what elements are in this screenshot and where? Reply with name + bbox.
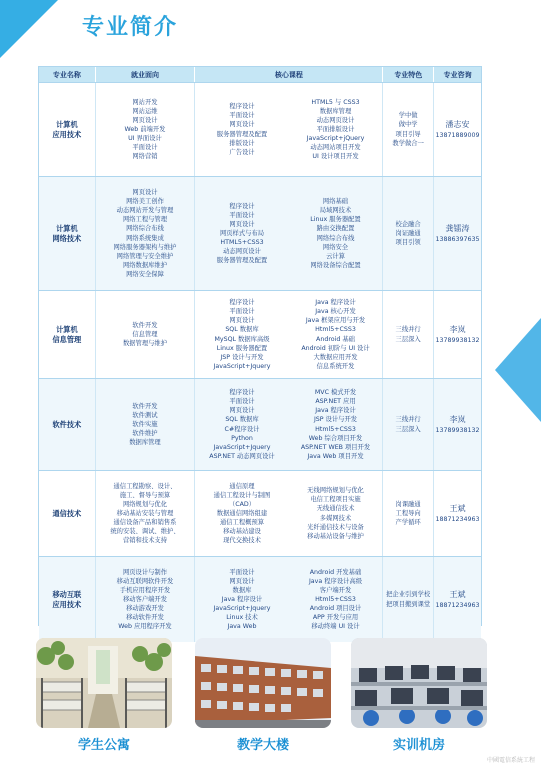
course-item: 网络综合布线 xyxy=(316,234,355,242)
table-row xyxy=(39,176,481,290)
employment-item: 手机应用程序开发 xyxy=(119,586,171,594)
major-name xyxy=(52,509,81,519)
major-name-cell xyxy=(39,291,96,378)
course-item: 程序设计 xyxy=(229,389,255,396)
core-courses-right xyxy=(289,388,383,461)
course-item: ASP.NET 动态网页设计 xyxy=(209,452,275,460)
table-row xyxy=(39,82,481,176)
course-item: SQL 数据库 xyxy=(225,326,259,334)
teaching-building-photo xyxy=(195,638,331,728)
contact-cell xyxy=(434,557,481,642)
course-item: Java 程序设计高级 xyxy=(308,577,363,585)
course-item: 路由交换配置 xyxy=(316,225,355,233)
header-contact: 专业咨询 xyxy=(443,70,472,79)
core-courses-right xyxy=(289,568,383,632)
course-item: 服务器管理及配置 xyxy=(216,257,268,265)
course-item: MVC 模式开发 xyxy=(314,389,357,396)
course-item: ASP.NET WEB 项目开发 xyxy=(300,443,371,451)
core-courses-cell xyxy=(195,83,383,176)
employment-item: 移动游戏开发 xyxy=(126,605,164,613)
employment-item: 移动软件开发 xyxy=(126,614,164,622)
employment-item: 软件开发 xyxy=(132,402,158,410)
feature-list xyxy=(392,111,423,148)
contact-name: 李岚 xyxy=(449,415,466,425)
major-name-cell xyxy=(39,177,96,290)
employment-item: 营销和技术支持 xyxy=(122,537,168,545)
course-item: Android 项目设计 xyxy=(309,605,362,613)
course-item: Python xyxy=(231,434,253,442)
employment-item: 网站运维 xyxy=(132,107,158,115)
major-name-line: 信息管理 xyxy=(52,334,82,344)
course-item: 电信工程项目实施 xyxy=(310,496,361,504)
employment-list xyxy=(129,402,160,448)
core-courses-cell xyxy=(195,471,383,556)
feature-list xyxy=(396,500,421,527)
employment-cell xyxy=(96,557,196,642)
feature-item: 三层深入 xyxy=(395,425,421,433)
employment-item: 移动客户端开发 xyxy=(122,595,168,603)
feature-cell xyxy=(383,471,434,556)
course-item: Java 程序设计 xyxy=(315,299,356,306)
course-item: 网络设备综合配置 xyxy=(310,261,361,269)
employment-cell xyxy=(96,291,196,378)
dormitory-photo xyxy=(36,638,172,728)
course-item: Android 初阶与 UI 设计 xyxy=(301,344,370,352)
course-item: 网页样式与布局 xyxy=(219,229,265,237)
major-name-line: 应用技术 xyxy=(52,129,82,139)
contact-cell xyxy=(434,379,481,470)
course-item: JSP 设计与开发 xyxy=(220,353,264,361)
feature-item: 项目引领 xyxy=(395,239,421,247)
contact-phone: 13789938132 xyxy=(435,426,480,434)
course-item: C#程序设计 xyxy=(224,425,260,433)
major-name xyxy=(52,420,81,430)
course-item: 网页设计 xyxy=(229,220,255,228)
major-name-line: 网络技术 xyxy=(52,233,82,243)
feature-list xyxy=(396,325,421,343)
core-courses-left xyxy=(195,298,289,371)
course-item: 排版设计 xyxy=(229,139,255,147)
employment-cell xyxy=(96,379,196,470)
feature-cell xyxy=(383,177,434,290)
course-item: 通信工程概预算 xyxy=(219,519,265,527)
course-item: 平面设计 xyxy=(229,211,255,219)
course-item: 数据库 xyxy=(232,586,252,594)
contact-phone: 13789938132 xyxy=(435,336,480,344)
core-courses-cell xyxy=(195,177,383,290)
course-item: 广告设计 xyxy=(229,148,255,156)
contact-phone: 18871234963 xyxy=(435,601,480,609)
course-item: Html5+CSS3 xyxy=(315,595,356,603)
core-courses-right xyxy=(289,298,383,371)
core-courses-cell xyxy=(195,291,383,378)
employment-item: 软件开发 xyxy=(132,321,158,329)
employment-item: 通信设备产品和销售系 xyxy=(113,519,177,527)
course-item: 数据通信网络组建 xyxy=(216,509,268,517)
employment-item: 平面设计 xyxy=(132,144,158,152)
header-features: 专业特色 xyxy=(383,67,434,82)
employment-item: 通信工程勘察、设计、 xyxy=(113,482,177,490)
course-item: 网络安全 xyxy=(322,243,349,251)
employment-item: 网络数据库维护 xyxy=(122,261,168,269)
course-item: JavaScript+jQuery xyxy=(306,135,365,143)
course-item: 程序设计 xyxy=(229,202,255,210)
course-item: 移动基站建设 xyxy=(223,528,261,536)
feature-item: 三线并行 xyxy=(395,416,421,424)
major-name xyxy=(52,120,81,139)
feature-cell xyxy=(383,291,434,378)
contact-name: 龚镭涛 xyxy=(445,224,470,234)
course-item: 动态网站项目开发 xyxy=(310,144,361,152)
contact-cell xyxy=(434,471,481,556)
dormitory-caption: 学生公寓 xyxy=(77,738,130,753)
course-item: 大数据应用开发 xyxy=(313,353,358,361)
course-item: HTML5 与 CSS3 xyxy=(311,98,360,106)
contact-name: 王斌 xyxy=(449,590,466,600)
contact-phone: 18871234963 xyxy=(435,515,480,523)
course-item: 通信原理 xyxy=(229,482,255,490)
employment-item: 网站开发 xyxy=(132,98,158,106)
course-item: 信息系统开发 xyxy=(316,362,355,370)
employment-cell xyxy=(96,471,196,556)
employment-cell xyxy=(96,177,196,290)
employment-item: 网络服务器架构与维护 xyxy=(113,243,177,251)
feature-item: 把企业引到学校 xyxy=(386,591,431,599)
employment-item: 信息管理 xyxy=(132,330,158,338)
core-courses-cell xyxy=(195,557,383,642)
employment-item: 数据库管理 xyxy=(129,439,161,447)
course-item: SQL 数据库 xyxy=(225,416,259,424)
major-name xyxy=(52,590,81,609)
employment-list xyxy=(110,482,179,546)
employment-item: 网络安全保障 xyxy=(126,271,164,278)
course-item: 无线通信技术 xyxy=(316,505,355,513)
feature-item: 岗证融通 xyxy=(395,229,421,237)
table-header xyxy=(39,67,481,82)
course-item: 云计算 xyxy=(326,252,345,260)
majors-table xyxy=(38,66,482,631)
course-item: Java Web 项目开发 xyxy=(307,452,364,460)
course-item: 程序设计 xyxy=(229,299,255,306)
major-name-line: 软件技术 xyxy=(52,419,82,429)
feature-cell xyxy=(383,557,434,642)
course-item: Android 开发基础 xyxy=(309,568,362,576)
employment-item: 网页设计与制作 xyxy=(122,568,168,576)
course-item: 光纤通信技术与设备 xyxy=(307,523,364,531)
employment-item: 网络规划与优化 xyxy=(122,500,168,508)
feature-item: 产学循环 xyxy=(395,519,421,527)
table-row xyxy=(39,290,481,378)
course-item: Linux 服务器配置 xyxy=(310,216,361,224)
course-item: 平面设计 xyxy=(229,112,255,120)
employment-item: 网页设计 xyxy=(132,116,158,124)
employment-item: 动态网站开发与管理 xyxy=(116,207,174,215)
employment-item: 网络工程与管理 xyxy=(122,216,168,224)
corner-decoration xyxy=(0,0,58,58)
feature-item: 做中学 xyxy=(398,121,418,129)
feature-item: 教学做合一 xyxy=(392,139,424,147)
employment-item: 数据管理与维护 xyxy=(122,340,168,348)
core-courses-right xyxy=(289,197,383,270)
course-item: 网页设计 xyxy=(229,317,255,325)
employment-item: Web 前端开发 xyxy=(124,125,166,133)
feature-list xyxy=(396,220,421,247)
core-courses-left xyxy=(195,482,289,546)
core-courses-right xyxy=(289,486,383,541)
feature-item: 工程导向 xyxy=(395,509,421,517)
course-item: 移动基站设备与维护 xyxy=(307,532,364,540)
course-item: JavaScript+Jquery xyxy=(213,443,271,451)
major-name-cell xyxy=(39,471,96,556)
course-item: 无线网络规划与优化 xyxy=(307,487,364,495)
course-item: Web 综合项目开发 xyxy=(308,434,363,442)
page-title: 专业简介 xyxy=(82,15,179,40)
contact-cell xyxy=(434,83,481,176)
employment-item: 网络综合布线 xyxy=(126,225,164,233)
feature-item: 学中做 xyxy=(398,112,418,120)
employment-item: 软件维护 xyxy=(132,430,158,438)
feature-list xyxy=(386,590,430,608)
contact-cell xyxy=(434,291,481,378)
course-item: Java 程序设计 xyxy=(221,595,263,603)
course-item: 局域网技术 xyxy=(319,207,352,215)
course-item: JSP 设计与开发 xyxy=(313,416,358,424)
course-item: 平面设计 xyxy=(229,568,255,576)
course-item: 网络基础 xyxy=(322,198,349,205)
major-name-line: 计算机 xyxy=(56,324,78,334)
course-item: Html5+CSS3 xyxy=(315,425,356,433)
employment-item: Web 应用程序开发 xyxy=(118,623,172,631)
employment-item: UI 界面设计 xyxy=(128,135,162,143)
major-name-cell xyxy=(39,379,96,470)
contact-name: 潘志安 xyxy=(445,120,470,130)
major-name xyxy=(52,325,81,344)
course-item: 数据库管理 xyxy=(319,107,352,115)
course-item: Java 框架应用与开发 xyxy=(305,317,366,325)
contact-name: 王斌 xyxy=(449,504,466,514)
major-name-line: 计算机 xyxy=(56,119,78,129)
employment-item: 网页设计 xyxy=(132,188,158,196)
major-name xyxy=(52,224,81,243)
header-employment: 就业面向 xyxy=(96,67,196,82)
major-name-line: 移动互联 xyxy=(52,589,82,599)
teaching-building-caption: 教学大楼 xyxy=(236,738,289,753)
course-item: Java 程序设计 xyxy=(315,407,356,415)
employment-item: 网络美工创作 xyxy=(126,198,164,205)
course-item: 平面排版设计 xyxy=(316,125,355,133)
computer-lab-caption: 实训机房 xyxy=(392,738,445,753)
table-row xyxy=(39,470,481,556)
employment-item: 网络营销 xyxy=(132,153,158,161)
course-item: 多媒网技术 xyxy=(319,514,352,522)
employment-item: 统的安装、调试、维护、 xyxy=(110,528,180,536)
employment-item: 移动基站安装与管理 xyxy=(116,509,174,517)
course-item: 服务器管理及配置 xyxy=(216,130,268,138)
course-item: Java Web xyxy=(227,623,257,631)
feature-item: 校企融合 xyxy=(395,220,421,228)
course-item: JavaScript+Jquery xyxy=(213,362,271,370)
watermark: 中國電信系統工程 xyxy=(486,757,535,764)
contact-name: 李岚 xyxy=(449,325,466,335)
major-name-line: 计算机 xyxy=(56,223,78,233)
employment-item: 施工、督导与预算 xyxy=(119,491,171,499)
header-core-courses: 核心课程 xyxy=(195,67,383,82)
course-item: 平面设计 xyxy=(229,398,255,406)
employment-item: 网络系统集成 xyxy=(126,234,164,242)
course-item: 平面设计 xyxy=(229,308,255,316)
course-item: JavaScript+Jquery xyxy=(213,605,271,613)
table-body xyxy=(39,82,481,642)
course-item: 通信工程设计与制图 xyxy=(213,491,271,499)
employment-item: 软件测试 xyxy=(132,411,158,419)
course-item: 网页设计 xyxy=(229,121,255,129)
header-major-name: 专业名称 xyxy=(39,67,96,82)
feature-list xyxy=(396,415,421,433)
employment-list xyxy=(123,321,167,348)
course-item: Android 基础 xyxy=(316,335,355,343)
feature-item: 三线并行 xyxy=(395,326,421,334)
table-row xyxy=(39,556,481,642)
core-courses-left xyxy=(195,202,289,266)
major-name-line: 应用技术 xyxy=(52,599,82,609)
major-name-line: 通信技术 xyxy=(52,508,82,518)
feature-item: 项目引导 xyxy=(395,130,421,138)
employment-item: 软件实施 xyxy=(132,420,158,428)
side-tab-decoration xyxy=(495,318,541,422)
course-item: 程序设计 xyxy=(229,103,255,111)
course-item: APP 开发与应用 xyxy=(312,614,359,622)
core-courses-left xyxy=(195,102,289,157)
employment-item: 网络管理与安全维护 xyxy=(116,252,174,260)
major-name-cell xyxy=(39,557,96,642)
major-name-cell xyxy=(39,83,96,176)
feature-item: 把项目搬到课堂 xyxy=(386,600,431,608)
course-item: 动态网页设计 xyxy=(316,116,355,124)
contact-phone: 13871889009 xyxy=(435,131,480,139)
contact-cell xyxy=(434,177,481,290)
computer-lab-photo xyxy=(351,638,487,728)
employment-cell xyxy=(96,83,196,176)
course-item: 现代交换技术 xyxy=(223,537,261,545)
contact-phone: 13886397635 xyxy=(435,235,480,243)
core-courses-cell xyxy=(195,379,383,470)
course-item: HTML5+CSS3 xyxy=(220,239,264,247)
feature-cell xyxy=(383,379,434,470)
core-courses-left xyxy=(195,388,289,461)
course-item: 网页设计 xyxy=(229,577,255,585)
course-item: 移动终端 UI 设计 xyxy=(311,623,360,631)
course-item: 网页设计 xyxy=(229,407,255,415)
feature-item: 岗课融通 xyxy=(395,500,421,508)
feature-cell xyxy=(383,83,434,176)
feature-item: 三层深入 xyxy=(395,335,421,343)
employment-item: 移动互联网软件开发 xyxy=(116,577,174,585)
core-courses-right xyxy=(289,98,383,162)
course-item: MySQL 数据库高级 xyxy=(214,335,270,343)
course-item: （CAD） xyxy=(228,500,256,508)
employment-list xyxy=(125,98,166,162)
course-item: 动态网页设计 xyxy=(223,248,261,256)
course-item: 客户端开发 xyxy=(319,586,352,594)
core-courses-left xyxy=(195,568,289,632)
employment-list xyxy=(114,188,177,279)
course-item: Java 核心开发 xyxy=(315,308,356,316)
table-row xyxy=(39,378,481,470)
course-item: Linux 服务器配置 xyxy=(216,344,268,352)
course-item: UI 设计项目开发 xyxy=(312,153,359,161)
course-item: Html5+CSS3 xyxy=(315,326,356,334)
employment-list xyxy=(117,568,174,632)
course-item: Linux 技术 xyxy=(226,614,258,622)
course-item: ASP.NET 应用 xyxy=(315,398,356,406)
